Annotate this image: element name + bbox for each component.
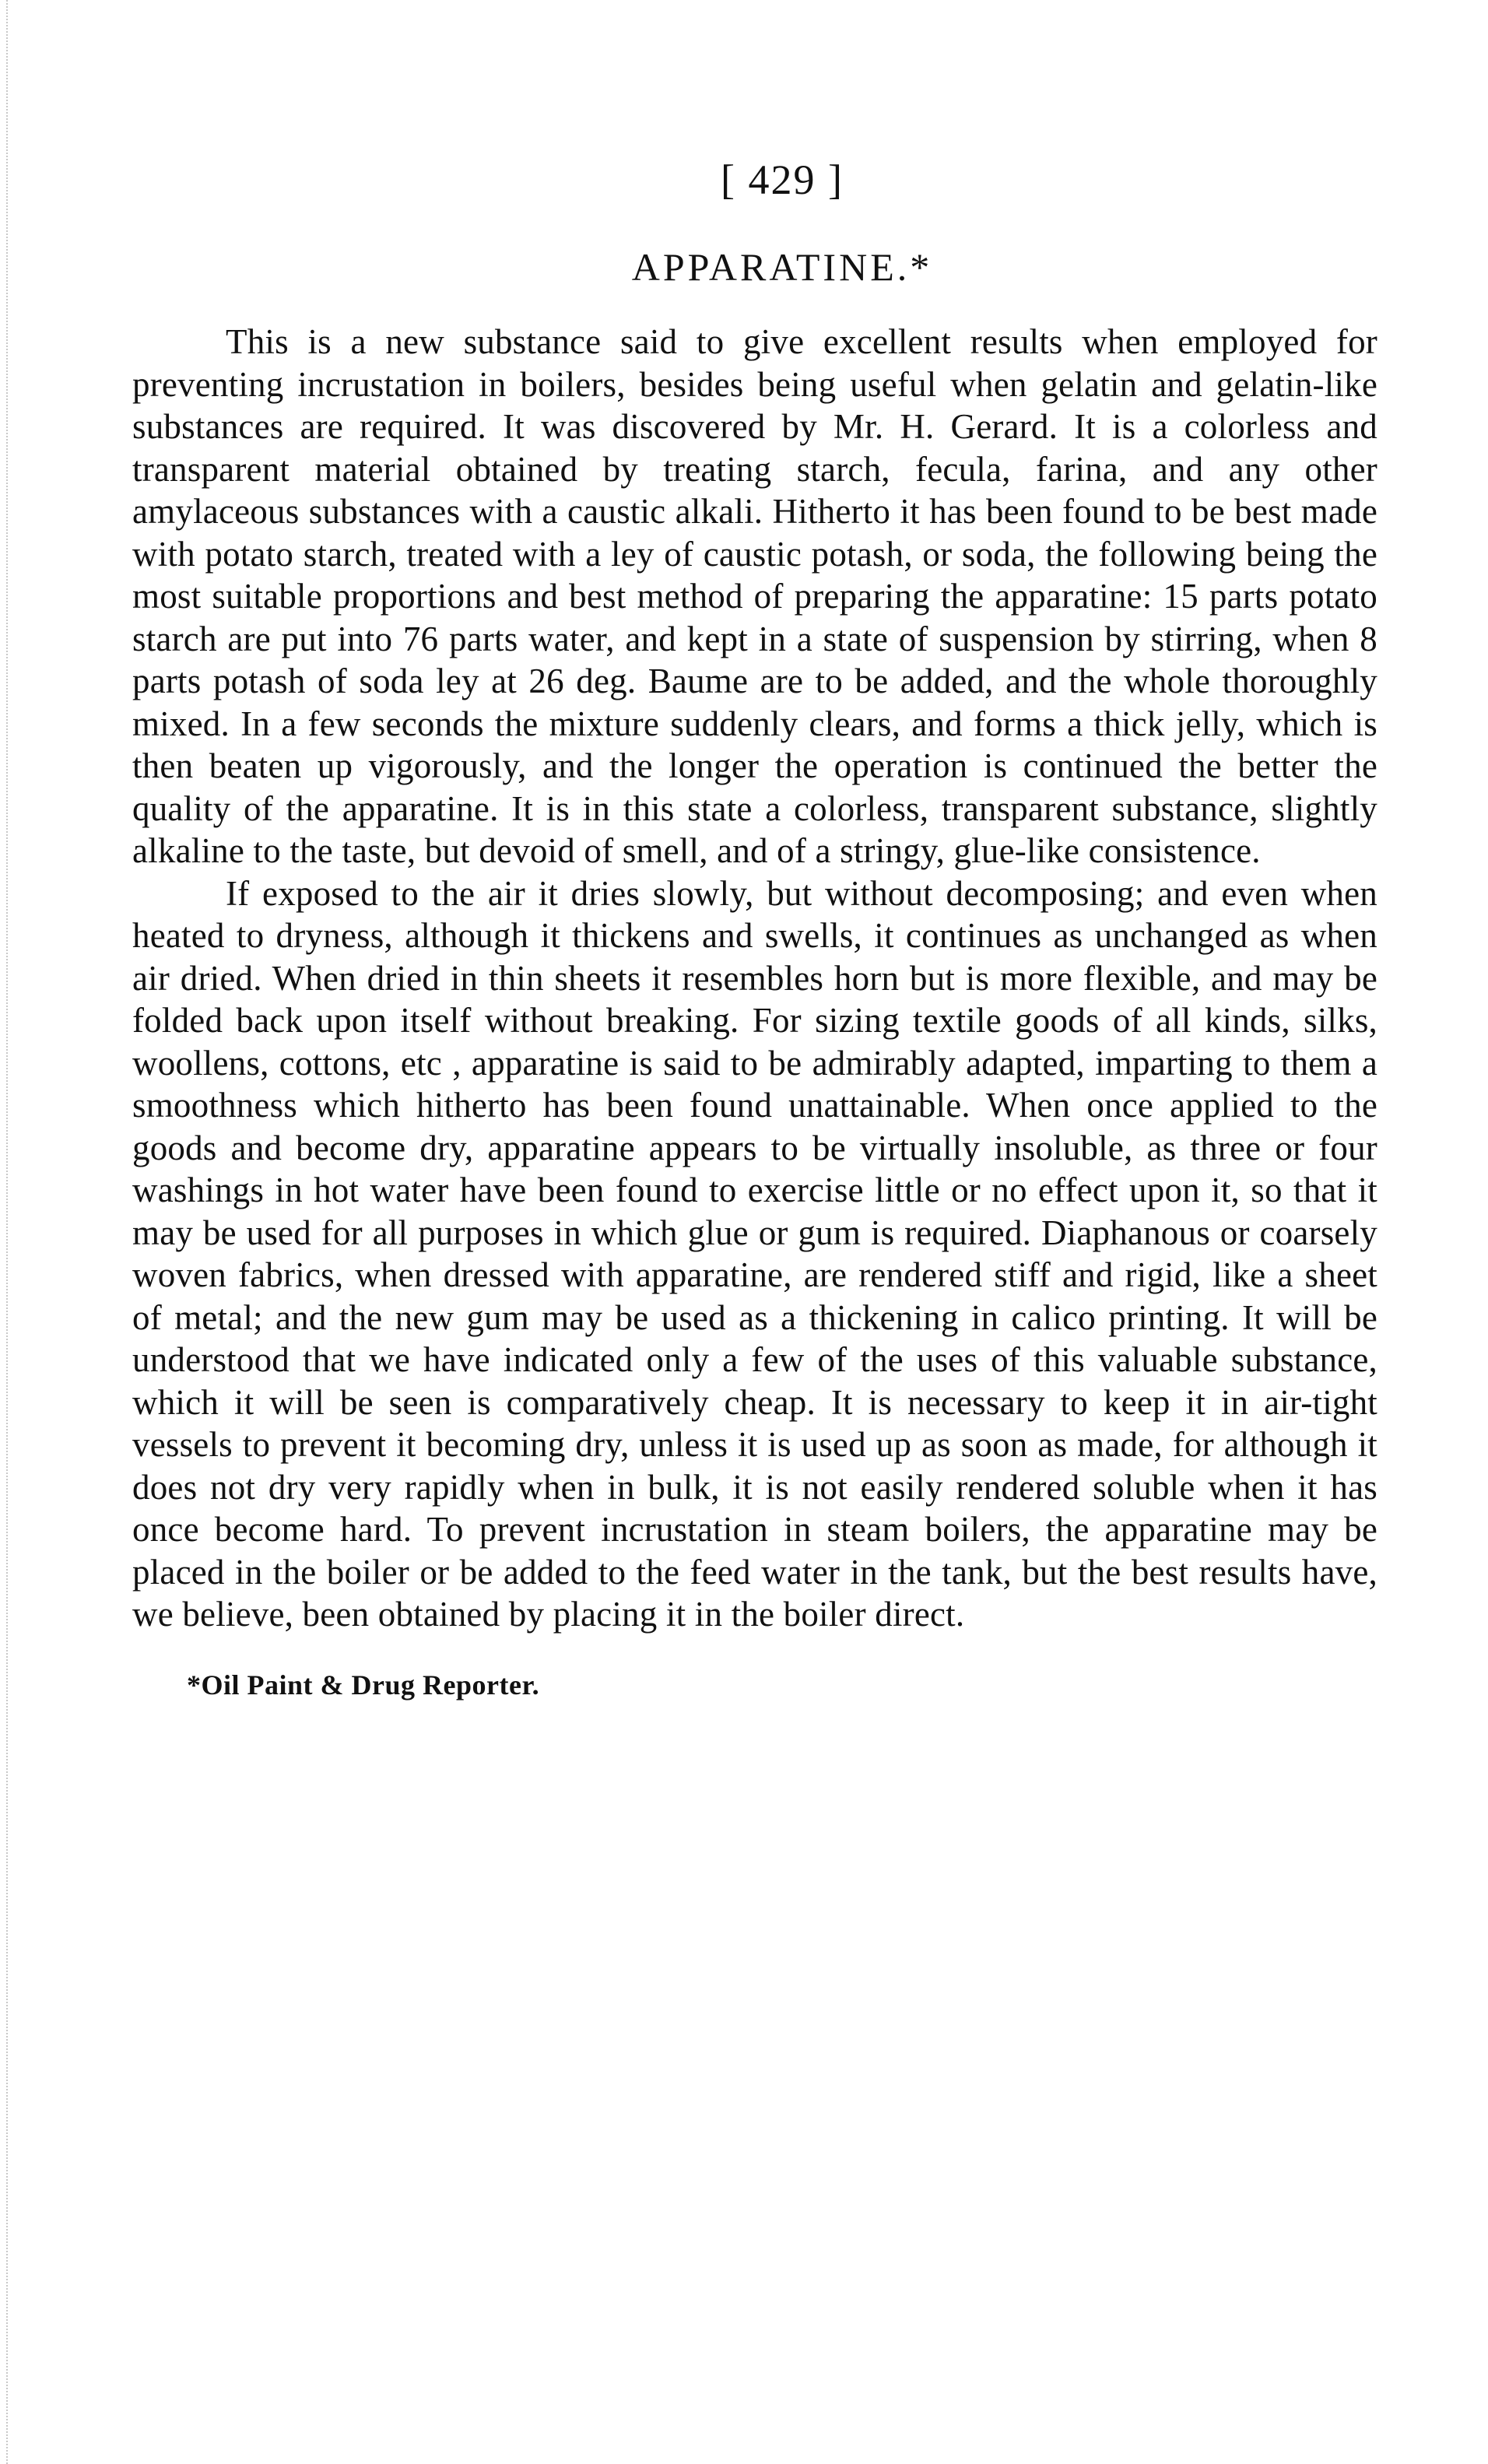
- page-number: [ 429 ]: [721, 156, 844, 203]
- footnote: *Oil Paint & Drug Reporter.: [187, 1669, 540, 1701]
- scanned-page-edge: [6, 0, 11, 2464]
- paragraph-1: This is a new substance said to give excellent results when employed for preventing incrustation in boilers, besides being useful when gelatin and gelatin-like substances are required. It was discovered by Mr. H. Gerard. It is a colorless and transparent material obtained by treating starch, fecula, farina, and any other amylaceous substances with a caustic alkali. Hitherto it has been found to be best made with potato starch, treated with a ley of caustic potash, or soda, the following being the most suitable proportions and best method of preparing the apparatine: 15 parts potato starch are put into 76 parts water, and kept in a state of suspension by stirring, when 8 parts potash of soda ley at 26 deg. Baume are to be added, and the whole thoroughly mixed. In a few seconds the mixture suddenly clears, and forms a thick jelly, which is then beaten up vigorously, and the longer the operation is continued the better the quality of the apparatine. It is in this state a colorless, transparent substance, slightly alkaline to the taste, but devoid of smell, and of a stringy, glue-like consistence.: [132, 322, 1377, 870]
- article-title: APPARATINE.*: [631, 245, 933, 289]
- paragraph-2: If exposed to the air it dries slowly, but without decomposing; and even when heated to dryness, although it thickens and swells, it continues as unchanged as when air dried. When dried in thin sheets it resembles horn but is more flexible, and may be folded back upon itself without breaking. For sizing textile goods of all kinds, silks, woollens, cottons, etc , apparatine is said to be admirably adapted, imparting to them a smoothness which hitherto has been found unattainable. When once applied to the goods and become dry, apparatine appears to be virtually insoluble, as three or four washings in hot water have been found to exercise little or no effect upon it, so that it may be used for all purposes in which glue or gum is required. Diaphanous or coarsely woven fabrics, when dressed with apparatine, are rendered stiff and rigid, like a sheet of metal; and the new gum may be used as a thickening in calico printing. It will be understood that we have indicated only a few of the uses of this valuable substance, which it will be seen is comparatively cheap. It is necessary to keep it in air-tight vessels to prevent it becoming dry, unless it is used up as soon as made, for although it does not dry very rapidly when in bulk, it is not easily rendered soluble when it has once become hard. To prevent incrustation in steam boilers, the apparatine may be placed in the boiler or be added to the feed water in the tank, but the best results have, we believe, been obtained by placing it in the boiler direct.: [132, 873, 1377, 1634]
- document-page: [132, 156, 1377, 1701]
